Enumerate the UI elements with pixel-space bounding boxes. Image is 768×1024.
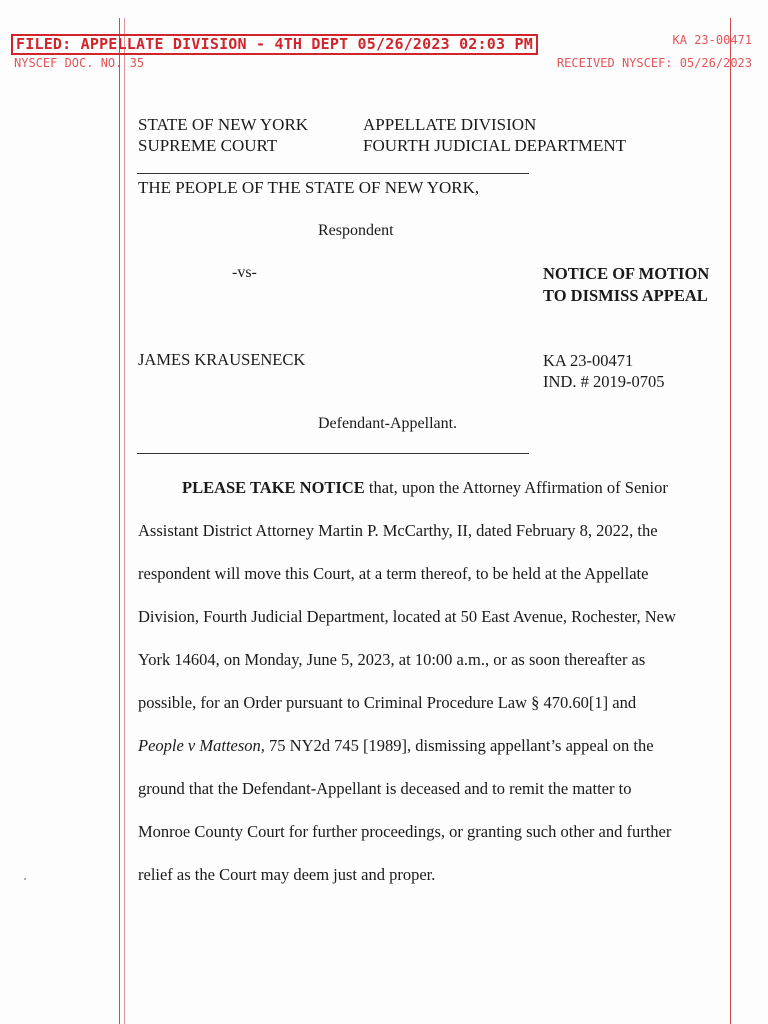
body-line: York 14604, on Monday, June 5, 2023, at 10:00 a.m., or as soon thereafter as bbox=[138, 650, 646, 669]
body-line bbox=[138, 732, 720, 775]
body-line bbox=[138, 474, 720, 517]
court-caption-left bbox=[138, 114, 308, 156]
motion-body bbox=[138, 474, 720, 904]
defendant-name: JAMES KRAUSENECK bbox=[138, 350, 306, 369]
document-title bbox=[543, 263, 709, 307]
court-label: SUPREME COURT bbox=[138, 136, 278, 155]
state-label: STATE OF NEW YORK bbox=[138, 115, 309, 134]
court-caption-right bbox=[363, 114, 626, 156]
scan-margin-line-right bbox=[730, 18, 731, 1024]
header-case-number: KA 23-00471 bbox=[672, 33, 752, 47]
body-line: Division, Fourth Judicial Department, located at 50 East Avenue, Rochester, New bbox=[138, 607, 676, 626]
received-stamp: RECEIVED NYSCEF: 05/26/2023 bbox=[556, 56, 752, 70]
body-line: respondent will move this Court, at a term thereof, to be held at the Appellate bbox=[138, 564, 649, 583]
caption-rule-bottom bbox=[137, 453, 529, 454]
respondent-label: Respondent bbox=[318, 222, 394, 239]
body-line-1-text: that, upon the Attorney Affirmation of Senior bbox=[364, 478, 668, 497]
scan-margin-line-left-secondary bbox=[124, 18, 125, 1024]
body-line: ground that the Defendant-Appellant is deceased and to remit the matter to bbox=[138, 779, 632, 798]
division-label: APPELLATE DIVISION bbox=[363, 115, 537, 134]
body-line-7-text: 75 NY2d 745 [1989], dismissing appellant’s appeal on the bbox=[264, 736, 654, 755]
document-title-line-2: TO DISMISS APPEAL bbox=[543, 286, 708, 305]
notice-lead: PLEASE TAKE NOTICE bbox=[182, 478, 365, 497]
scan-margin-line-left bbox=[119, 18, 120, 1024]
body-line: possible, for an Order pursuant to Criminal Procedure Law § 470.60[1] and bbox=[138, 693, 637, 712]
filed-stamp: FILED: APPELLATE DIVISION - 4TH DEPT 05/26/2023 02:03 PM bbox=[11, 34, 538, 55]
indictment-number: IND. # 2019-0705 bbox=[543, 372, 665, 391]
body-line: Monroe County Court for further proceedings, or granting such other and further bbox=[138, 822, 672, 841]
body-line: Assistant District Attorney Martin P. McCarthy, II, dated February 8, 2022, the bbox=[138, 521, 658, 540]
plaintiff-name: THE PEOPLE OF THE STATE OF NEW YORK, bbox=[138, 178, 480, 197]
body-line: relief as the Court may deem just and proper. bbox=[138, 865, 436, 884]
scan-speck bbox=[24, 878, 26, 880]
department-label: FOURTH JUDICIAL DEPARTMENT bbox=[363, 136, 627, 155]
nyscef-doc-number: NYSCEF DOC. NO. 35 bbox=[14, 56, 145, 70]
document-title-line-1: NOTICE OF MOTION bbox=[543, 264, 710, 283]
versus-label: -vs- bbox=[232, 264, 257, 281]
case-number: KA 23-00471 bbox=[543, 351, 634, 370]
case-identifiers bbox=[543, 350, 664, 392]
defendant-role-label: Defendant-Appellant. bbox=[318, 415, 458, 432]
caption-rule-top bbox=[137, 173, 529, 174]
case-citation: People v Matteson, bbox=[138, 736, 265, 755]
